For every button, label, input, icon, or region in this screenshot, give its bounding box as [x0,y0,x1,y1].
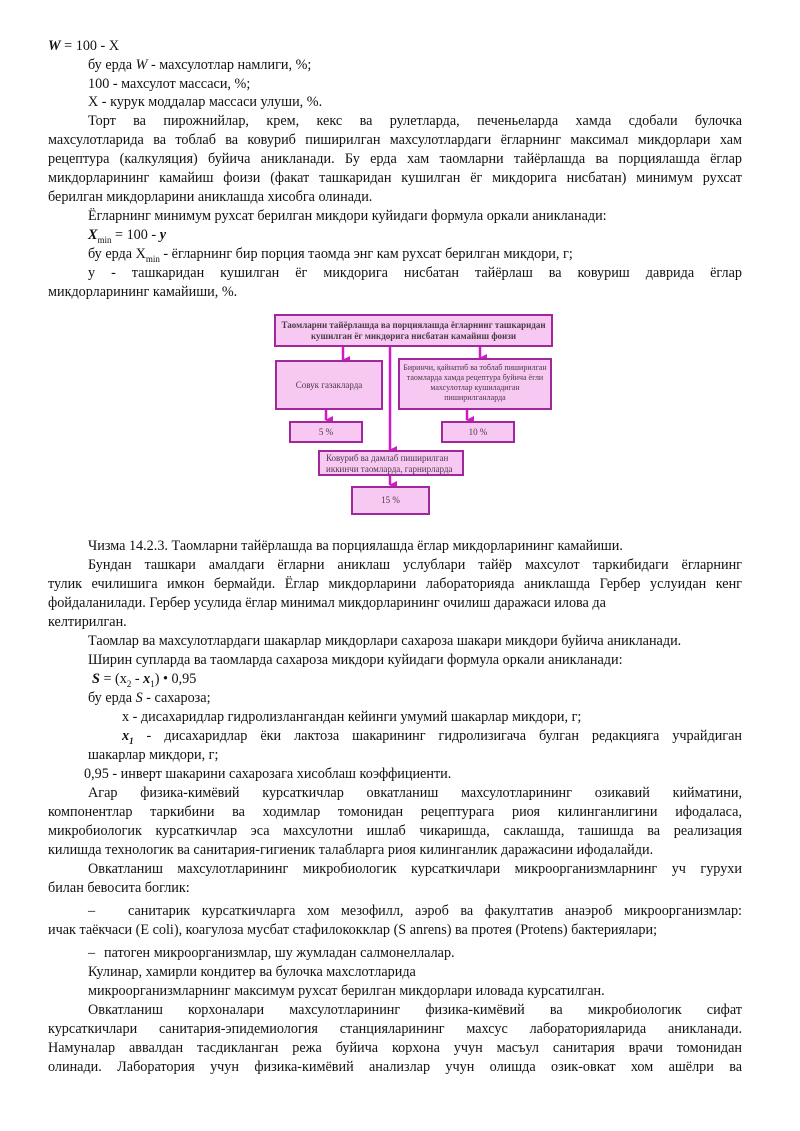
paragraph-line: махсулотларида ва тоблаб ва ковуриб пиширилган махсулотлардаги ёгларнинг максимал микдорлари хам [48,132,742,148]
paragraph-line: микдорларининг камайиш фоизи (факат ташкаридан кушилган ёг микдорига нисбатан) минимум рухсат [48,170,742,186]
paragraph-line: рецептура (калкуляция) буйича аникланади. Бу ерда хам таомларни тайёрлашда ва порциялашда ёглар [48,151,742,167]
water-definition: бу ерда W - махсулотлар намлиги, %; [88,57,312,73]
paragraph-line: у - ташкаридан кушилган ёг микдорига нисбатан тайёрлаш ва ковуриш даврида ёглар [88,265,742,281]
bullet-dash: – [88,945,96,961]
diagram-top-box: Таомларни тайёрлашда ва порциялашда ёгларнинг ташкаридан кушилган ёг микдорига нисбатан камайиш фоизи [274,314,553,347]
paragraph-line: санитарик курсаткичларга хом мезофилл, аэроб ва факултатив анаэроб микроорганизмлар: [128,903,742,919]
fat-reduction-diagram [0,0,800,530]
fat-min-definition: бу ерда $X_{min}$ - ёгларнинг бир порция таомда энг кам рухсат берилган микдори, г; [88,246,573,264]
diagram-pct-right: 10 % [441,421,515,443]
diagram-cold-snacks-box: Совук газакларда [275,360,383,410]
paragraph-line: Торт ва пирожнийлар, крем, кекс ва рулетларда, печеньеларда хамда сдобали булочка [88,113,742,129]
diagram-caption: Чизма 14.2.3. Таомларни тайёрлашда ва порциялашда ёглар микдорларининг камайиши. [88,538,623,554]
paragraph-line: Овкатланиш корхоналари махсулотларининг физика-кимёвий ва микробиологик сифат [88,1002,742,1018]
diagram-pct-bottom: 15 % [351,486,430,515]
diagram-first-courses-box: Биринчи, қайнатиб ва тоблаб пиширилган таомларда хамда рецептура буйича ёгли махсулотлар кушиладиган пиширилганларда [398,358,552,410]
paragraph-line: компонентлар таркибини ва ходимлар томонидан рецептурага риоя килинганлигини ифодаласа, [48,804,742,820]
paragraph-line: келтирилган. [48,614,127,630]
paragraph-line: Ширин супларда ва таомларда сахароза микдори куйидаги формула оркали аникланади: [88,652,623,668]
diagram-pct-left: 5 % [289,421,363,443]
paragraph-line: микробиологик курсаткичлар эса махсулотни ишлаб чикаришда, саклашда, ташишда ва реализация [48,823,742,839]
paragraph-line: Намуналар аввалдан тасдикланган режа буйича корхона учун масъул санитария врачи томонидан [48,1040,742,1056]
paragraph-line: билан бевосита боглик: [48,880,190,896]
diagram-fried-box: Ковуриб ва дамлаб пиширилган иккинчи таомларда, гарнирларда [318,450,464,476]
dry-matter-definition: Х - курук моддалар массаси улуши, %. [88,94,323,110]
paragraph-line: фойдаланилади. Гербер усулида ёглар минимал микдорларининг очилиш даражаси илова да [48,595,606,611]
coefficient-definition: 0,95 - инверт шакарини сахарозага хисоблаш коэффициенти. [84,766,452,782]
paragraph-line: микдорларининг камайиши, %. [48,284,238,300]
x1-definition: $x_1$ - дисахаридлар ёки лактоза шакарининг гидролизигача булган редакцияга учрайдиган [122,728,742,746]
bullet-dash: – [88,903,96,919]
paragraph-line: Овкатланиш махсулотларининг микробиологик курсаткичлари микроорганизмларнинг уч гурухи [88,861,742,877]
paragraph-line: Бундан ташкари амалдаги ёгларни аниклаш услублари тайёр махсулот таркибидаги ёгларнинг [88,557,742,573]
paragraph-line: берилган микдорларини аниклашда хисобга олинади. [48,189,373,205]
paragraph-line: Кулинар, хамирли кондитер ва булочка махслотларида [88,964,416,980]
x2-definition: х - дисахаридлар гидролизлангандан кейинги умумий шакарлар микдори, г; [122,709,582,725]
sucrose-definition: бу ерда S - сахароза; [88,690,211,706]
paragraph-line: шакарлар микдори, г; [88,747,219,763]
paragraph-line: тулик ечилишига имкон бермайди. Ёглар микдорларини лабораторияда аниклашда Гербер услуидан кенг [48,576,742,592]
paragraph-line: Ёгларнинг минимум рухсат берилган микдори куйидаги формула оркали аникланади: [88,208,607,224]
paragraph-line: ичак таёкчаси (Е coli), коагулоза мусбат стафилококклар (S anrens) ва протея (Protens) бактериялари; [48,922,658,938]
paragraph-line: микроорганизмларнинг максимум рухсат берилган микдорлари иловада курсатилган. [88,983,605,999]
formula-sucrose: $S = (x_2 - x_1)$ • 0,95 [92,671,197,689]
paragraph-line: курсаткичлари санитария-эпидемиология станцияларининг махсус лабораторияларида аникланади. [48,1021,742,1037]
formula-fat-min: $X_{min} = 100 - у$ [88,227,166,245]
paragraph-line: олинади. Лаборатория учун физика-кимёвий анализлар учун олишда озик-овкат хом ашёлри ва [48,1059,742,1075]
paragraph-line: патоген микроорганизмлар, шу жумладан салмонеллалар. [104,945,455,961]
mass-definition: 100 - махсулот массаси, %; [88,76,251,92]
paragraph-line: Таомлар ва махсулотлардаги шакарлар микдорлари сахароза шакари микдори буйича аникланади. [88,633,682,649]
paragraph-line: Агар физика-кимёвий курсаткичлар овкатланиш махсулотларининг озикавий кийматини, [88,785,742,801]
formula-water: W = 100 - X [48,38,120,54]
paragraph-line: килишда технологик ва санитария-гигиеник талабларга риоя килинганлик даражасини ифодалайди. [48,842,654,858]
